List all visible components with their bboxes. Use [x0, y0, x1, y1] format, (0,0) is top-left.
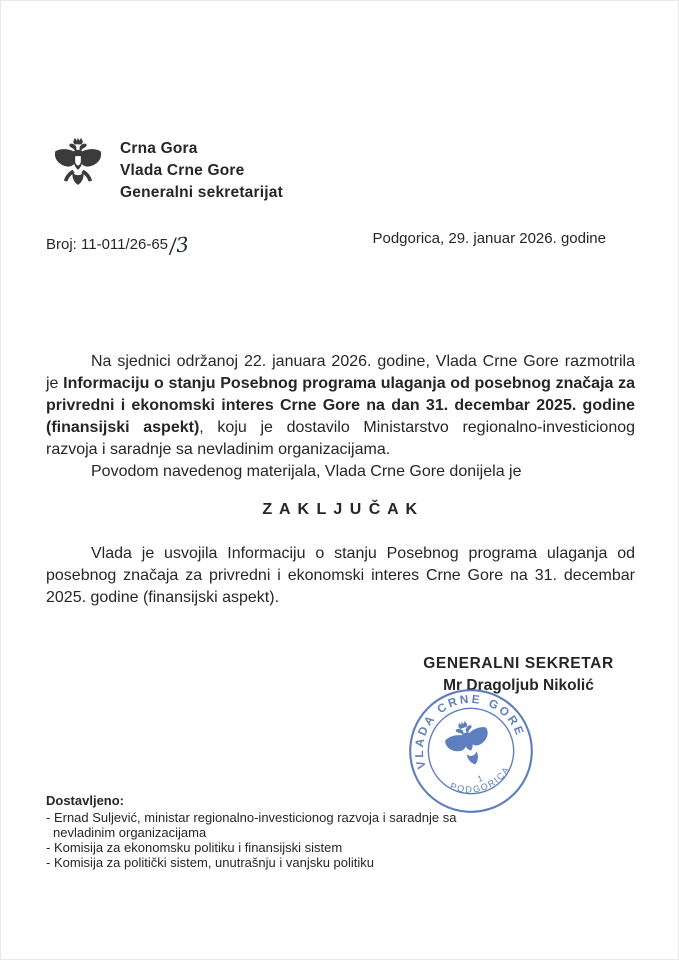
- distribution-item: - Komisija za politički sistem, unutrašnju i vanjsku politiku: [46, 855, 375, 870]
- document-body: [46, 351, 635, 609]
- distribution-item: - Ernad Suljević, ministar regionalno-investicionog razvoja i saradnje sa nevladinim organizacijama: [46, 810, 457, 840]
- paragraph-conclusion-body: Vlada je usvojila Informaciju o stanju Posebnog programa ulaganja od posebnog značaja za privredni i ekonomski interes Crne Gore na 31. decembar 2025. godine (finansijski aspekt).: [46, 545, 635, 606]
- signature-block: [416, 653, 621, 697]
- reference-number-handwritten: /3: [168, 232, 191, 258]
- distribution-label: Dostavljeno:: [46, 793, 125, 808]
- reference-number: [46, 230, 191, 258]
- paragraph-intro-conclusion: Povodom navedenog materijala, Vlada Crne Gore donijela je: [91, 463, 522, 480]
- montenegro-coat-of-arms-icon: [51, 135, 105, 197]
- place-date: Podgorica, 29. januar 2026. godine: [372, 230, 606, 247]
- distribution-block: [46, 793, 476, 870]
- signature-title: GENERALNI SEKRETAR: [423, 655, 614, 672]
- letterhead-department: Generalni sekretarijat: [120, 184, 283, 201]
- paragraph-session-lead: Na sjednici održanoj 22. januara 2026. godine, Vlada Crne Gore razmotrila je: [46, 353, 635, 392]
- stamp-text-top: VLADA CRNE GORE: [412, 692, 527, 771]
- conclusion-heading: Z A K L J U Č A K: [262, 501, 419, 518]
- paragraph-session-tail: , koju je dostavilo Ministarstvo regionalno-investicionog razvoja i saradnje sa nevladinim organizacijama.: [46, 419, 636, 458]
- stamp-eagle-icon: [441, 715, 497, 771]
- paragraph-session-subject: Informaciju o stanju Posebnog programa ulaganja od posebnog značaja za privredni i ekonomski interes Crne Gore na dan 31. decembar 2025. godine (finansijski aspekt): [46, 375, 635, 436]
- stamp-text-bottom: PODGORICA: [448, 764, 512, 795]
- stamp-number: 1: [476, 773, 484, 785]
- letterhead: [51, 135, 283, 204]
- letterhead-government: Vlada Crne Gore: [120, 162, 245, 179]
- paragraph-session: [46, 351, 635, 461]
- reference-number-printed: Broj: 11-011/26-65: [46, 236, 169, 253]
- signature-name: Mr Dragoljub Nikolić: [443, 677, 594, 694]
- distribution-item: - Komisija za ekonomsku politiku i finansijski sistem: [46, 840, 343, 855]
- reference-row: [1, 230, 678, 258]
- letterhead-country: Crna Gora: [120, 140, 198, 157]
